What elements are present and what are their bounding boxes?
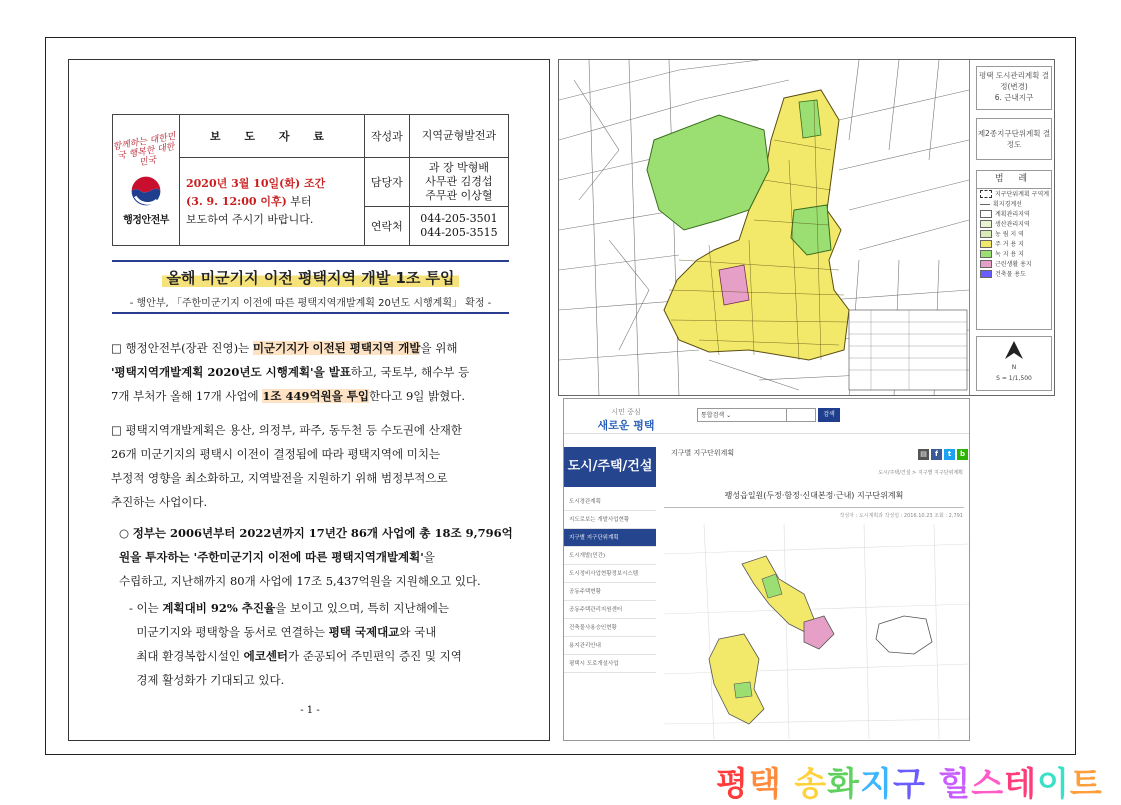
bold-text: 에코센터 (243, 649, 289, 663)
embargo-notice (180, 158, 365, 246)
text-span: 추진하는 사업이다. (111, 495, 208, 509)
planned-area-swatch (980, 210, 992, 218)
text-span: 경제 활성화가 기대되고 있다. (136, 673, 285, 687)
phone-label: 연락처 (364, 207, 409, 246)
farmland-swatch (980, 230, 992, 238)
circle-bullet-icon: ○ (119, 526, 130, 540)
embargo-request: 보도하여 주시기 바랍니다. (186, 212, 314, 226)
district-plan-map[interactable] (664, 524, 969, 739)
paragraph-4 (129, 596, 531, 692)
press-release-document (68, 59, 550, 741)
watermark-char: 택 (748, 764, 782, 803)
legend-label: 주 거 용 지 (995, 240, 1024, 248)
writer-label: 작성과 (364, 115, 409, 158)
breadcrumb-path: 도시/주택/건설 > 지구별 지구단위계획 (878, 470, 963, 476)
legend-label: 농 림 지 역 (995, 230, 1024, 238)
watermark-char: 이 (1037, 764, 1070, 803)
headline-rule-top (112, 260, 509, 262)
sidebar-item[interactable]: 도시개발(민간) (564, 547, 656, 565)
watermark-char: 테 (1004, 764, 1038, 803)
watermark-char: 송 (794, 764, 828, 803)
legend-title: 평택 도시관리계획 결정(변경) (979, 71, 1049, 91)
watermark-char: 트 (1069, 764, 1103, 803)
text-span: 26개 미군기지의 평택시 이전이 결정됨에 따라 평택지역에 미치는 (111, 447, 441, 461)
text-span: 최대 환경복합시설인 (136, 649, 244, 663)
sidebar-item[interactable]: 공동주택관리지원센터 (564, 601, 656, 619)
text-span: 부정적 영향을 최소화하고, 지역발전을 지원하기 위해 범정부적으로 (111, 471, 448, 485)
government-emblem-icon (128, 173, 164, 209)
legend-plan-box: 제2종지구단위계획 결정도 (976, 118, 1052, 160)
headline-text: 올해 미군기지 이전 평택지역 개발 1조 투입 (162, 269, 458, 287)
legend-label: 획지경계선 (993, 200, 1022, 208)
page-number: - 1 - (300, 705, 320, 716)
embargo-time-suffix: 부터 (286, 194, 312, 208)
legend-row (977, 219, 1051, 229)
sidebar-item-active[interactable]: 지구별 지구단위계획 (564, 529, 656, 547)
legend-row (977, 209, 1051, 219)
mixed-swatch (980, 260, 992, 268)
subheadline: - 행안부, 「주한미군기지 이전에 따른 평택지역개발계획 20년도 시행계획」 확정 - (129, 298, 492, 309)
legend-row (977, 249, 1051, 259)
calligraphy-slogan: 함께하는 대한민국 행복한 대한민국 (112, 131, 177, 168)
article-meta: 작성자 : 도시계획과 작성일 : 2016.10.23 조회 : 2,791 (839, 513, 963, 519)
sidebar-item[interactable]: 용지관리안내 (564, 637, 656, 655)
highlighted-text: 1조 449억원을 투입 (262, 389, 369, 403)
text-span: - 이는 (129, 601, 163, 615)
text-span: 수립하고, 지난해까지 80개 사업에 17조 5,437억원을 지원해오고 있다. (119, 574, 481, 588)
sidebar-header: 도시/주택/건설 (564, 447, 656, 487)
chevron-down-icon: ⌄ (726, 412, 732, 419)
legend-label: 녹 지 용 지 (995, 250, 1024, 258)
sidebar-item[interactable]: 지도로보는 개발사업현황 (564, 511, 656, 529)
north-arrow-icon (1003, 339, 1025, 361)
map-legend (969, 60, 1055, 396)
site-logo[interactable] (596, 407, 656, 433)
square-bullet-icon: □ (111, 423, 122, 437)
contact-person-label: 담당자 (364, 158, 409, 207)
legend-row (977, 229, 1051, 239)
search-category-select[interactable] (697, 408, 787, 422)
bold-text: 계획대비 92% 추진율 (162, 601, 276, 615)
print-icon[interactable]: ▤ (918, 449, 929, 460)
phone-number: 044-205-3501 (420, 212, 498, 225)
embargo-time: (3. 9. 12:00 이후) (186, 194, 287, 208)
title-divider (664, 507, 964, 508)
scale-box (976, 336, 1052, 391)
text-span: 행정안전부(장관 진영)는 (125, 341, 253, 355)
text-span: 7개 부처가 올해 17개 사업에 (111, 389, 263, 403)
twitter-icon[interactable]: t (944, 449, 955, 460)
watermark-char: 평 (716, 764, 749, 803)
zoning-map-panel (558, 59, 1055, 396)
headline-rule-bottom (112, 312, 509, 314)
legend-row (977, 199, 1051, 209)
watermark-char (782, 764, 795, 803)
legend-title-box (976, 66, 1052, 110)
embargo-date: 2020년 3월 10일(화) 조간 (186, 176, 326, 190)
district-zone (804, 616, 834, 649)
contact-person: 주무관 이상혈 (425, 189, 493, 202)
facebook-icon[interactable]: f (931, 449, 942, 460)
north-label: N (1011, 364, 1017, 371)
bold-text: '평택지역개발계획 2020년도 시행계획'을 발표 (111, 365, 351, 379)
watermark-char: 스 (971, 764, 1005, 803)
ministry-name: 행정안전부 (123, 214, 169, 226)
legend-heading: 범 례 (977, 171, 1051, 189)
text-span: 한다고 9일 밝혔다. (369, 389, 466, 403)
mixed-use-zone (719, 265, 749, 305)
contact-person: 사무관 김경섭 (425, 175, 493, 188)
city-website-screenshot (563, 398, 970, 741)
paragraph-3 (119, 521, 531, 593)
writer-value: 지역균형발전과 (409, 115, 508, 158)
text-span: 가 준공되어 주민편익 증진 및 지역 (288, 649, 462, 663)
building-use-swatch (980, 270, 992, 278)
phone-number: 044-205-3515 (420, 226, 498, 239)
text-span: 하고, 국토부, 해수부 등 (350, 365, 470, 379)
scale-text: S = 1/1,500 (996, 375, 1032, 382)
legend-row (977, 239, 1051, 249)
watermark-char (926, 764, 939, 803)
search-input[interactable] (786, 408, 816, 422)
legend-label: 지구단위계획 구역계 (995, 190, 1050, 198)
share-buttons (918, 449, 968, 460)
text-span: 미군기지와 평택항을 동서로 연결하는 (136, 625, 329, 639)
rainbow-watermark (716, 758, 1103, 805)
sidebar-menu (564, 493, 656, 673)
boundary-swatch (980, 190, 992, 198)
watermark-char: 지 (860, 764, 893, 803)
production-area-swatch (980, 220, 992, 228)
text-span: 을 위해 (420, 341, 458, 355)
legend-subtitle: 6. 근내지구 (994, 93, 1034, 102)
header-divider (564, 433, 970, 434)
sidebar-item[interactable]: 공동주택현황 (564, 583, 656, 601)
contact-person: 과 장 박형배 (428, 161, 489, 174)
district-zone (734, 682, 752, 698)
paragraph-2 (111, 418, 531, 514)
bold-text: 정부는 2006년부터 2022년까지 17년간 86개 사업에 총 18조 9,796억 (132, 526, 513, 540)
text-span: 와 국내 (399, 625, 437, 639)
search-button[interactable]: 검색 (818, 408, 840, 422)
paragraph-1 (111, 336, 531, 408)
legend-label: 생산관리지역 (995, 220, 1030, 228)
watermark-char: 화 (827, 764, 861, 803)
text-span: 을 (423, 550, 435, 564)
green-zone (799, 100, 821, 138)
legend-row (977, 259, 1051, 269)
headline (112, 267, 509, 288)
contact-persons (409, 158, 508, 207)
legend-label: 건축물 용도 (995, 270, 1026, 278)
watermark-char: 구 (892, 764, 926, 803)
legend-label: 근린생활 용지 (995, 260, 1032, 268)
residential-swatch (980, 240, 992, 248)
bold-text: 평택 국제대교 (328, 625, 400, 639)
district-zone (709, 634, 764, 724)
legend-row (977, 269, 1051, 279)
page-breadcrumb-title: 지구별 지구단위계획 (671, 449, 735, 457)
watermark-char: 힐 (938, 764, 972, 803)
legend-row (977, 189, 1051, 199)
sidebar-item[interactable]: 도시경관계획 (564, 493, 656, 511)
bold-text: 원을 투자하는 (119, 550, 194, 564)
sidebar-item[interactable]: 평택시 도로개설사업 (564, 655, 656, 673)
square-bullet-icon: □ (111, 341, 122, 355)
article-title: 팽성읍일원(두정·함정·신대본정·근내) 지구단위계획 (724, 491, 904, 500)
lot-line-swatch (980, 204, 990, 205)
phone-numbers (409, 207, 508, 246)
text-span: 평택지역개발계획은 용산, 의정부, 파주, 동두천 등 수도권에 산재한 (125, 423, 463, 437)
sidebar-item[interactable]: 도시정비사업현황정보시스템 (564, 565, 656, 583)
highlighted-text: 미군기지가 이전된 평택지역 개발 (252, 341, 421, 355)
press-release-header-table (112, 114, 509, 246)
press-release-title: 보 도 자 료 (180, 115, 365, 158)
sidebar-item[interactable]: 건축물사용승인현황 (564, 619, 656, 637)
text-span: 을 보이고 있으며, 특히 지난해에는 (275, 601, 449, 615)
ministry-logo-cell (113, 115, 180, 246)
legend-label: 계획관리지역 (995, 210, 1030, 218)
green-swatch (980, 250, 992, 258)
zoning-map (559, 60, 969, 396)
search-category-label: 통합검색 (701, 412, 725, 419)
logo-name: 새로운 평택 (597, 419, 655, 432)
blog-icon[interactable]: b (957, 449, 968, 460)
district-zone (876, 616, 932, 654)
logo-tagline: 시민 중심 (611, 408, 641, 416)
legend-items-box (976, 170, 1052, 330)
bold-text: '주한미군기지 이전에 따른 평택지역개발계획' (193, 550, 424, 564)
